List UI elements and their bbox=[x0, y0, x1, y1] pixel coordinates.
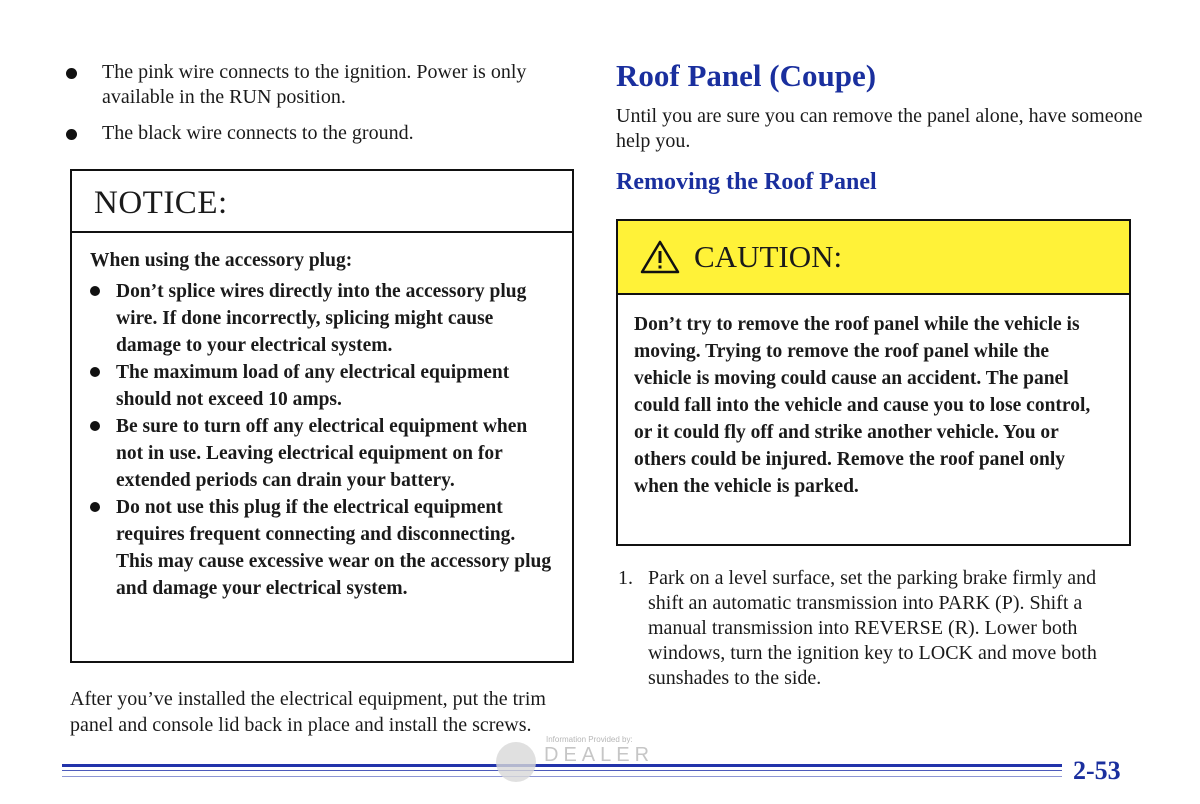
step-text: Park on a level surface, set the parking brake firmly and shift an automatic transmission into PARK (P). Shift a manual transmission into REVERSE (R). Lower both windows, turn the ignition key to LOCK and move both sunshades to the side. bbox=[648, 567, 1097, 689]
section-intro: Until you are sure you can remove the panel alone, have someone help you. bbox=[616, 105, 1143, 152]
notice-list bbox=[90, 278, 552, 602]
list-item bbox=[616, 566, 1136, 691]
bullet-icon bbox=[66, 129, 77, 140]
bullet-icon bbox=[90, 367, 100, 377]
warning-triangle-icon bbox=[640, 239, 680, 275]
steps-list bbox=[616, 566, 1136, 691]
bullet-icon bbox=[90, 421, 100, 431]
section-heading: Roof Panel (Coupe) bbox=[616, 58, 877, 93]
footer-rule bbox=[62, 776, 1062, 777]
caution-title: CAUTION: bbox=[694, 239, 843, 274]
watermark-caption: Information Provided by: bbox=[546, 735, 633, 744]
watermark-brand: DEALER bbox=[544, 744, 655, 766]
list-item bbox=[90, 494, 552, 602]
notice-intro: When using the accessory plug: bbox=[90, 250, 353, 271]
list-item bbox=[62, 121, 582, 146]
notice-title: NOTICE: bbox=[72, 171, 572, 233]
notice-item-text: The maximum load of any electrical equipment should not exceed 10 amps. bbox=[116, 362, 510, 410]
step-number: 1. bbox=[618, 567, 633, 589]
subsection-heading: Removing the Roof Panel bbox=[616, 169, 877, 195]
caution-header bbox=[618, 221, 1129, 295]
bullet-text: The pink wire connects to the ignition. Power is only available in the RUN position. bbox=[102, 61, 527, 108]
notice-item-text: Don’t splice wires directly into the accessory plug wire. If done incorrectly, splicing might cause damage to your electrical system. bbox=[116, 281, 527, 356]
list-item bbox=[90, 413, 552, 494]
caution-box bbox=[616, 219, 1131, 546]
bullet-text: The black wire connects to the ground. bbox=[102, 122, 414, 144]
watermark-logo-icon bbox=[496, 742, 536, 782]
list-item bbox=[90, 278, 552, 359]
after-install-text: After you’ve installed the electrical equipment, put the trim panel and console lid back in place and install the screws. bbox=[70, 688, 546, 736]
notice-item-text: Do not use this plug if the electrical equipment requires frequent connecting and disconnecting. This may cause excessive wear on the accessory plug and damage your electrical system. bbox=[116, 497, 552, 599]
bullet-icon bbox=[90, 502, 100, 512]
notice-body bbox=[72, 233, 572, 602]
list-item bbox=[90, 359, 552, 413]
bullet-list bbox=[62, 60, 582, 157]
list-item bbox=[62, 60, 582, 110]
footer-rule bbox=[62, 770, 1062, 771]
caution-text: Don’t try to remove the roof panel while the vehicle is moving. Trying to remove the roof panel while the vehicle is moving could cause an accident. The panel could fall into the vehicle and cause you to lose control, or it could fly off and strike another vehicle. You or others could be injured. Remove the roof panel only when the vehicle is parked. bbox=[634, 314, 1091, 497]
bullet-icon bbox=[66, 68, 77, 79]
page-number: 2-53 bbox=[1073, 756, 1121, 785]
bullet-icon bbox=[90, 286, 100, 296]
notice-box bbox=[70, 169, 574, 663]
notice-item-text: Be sure to turn off any electrical equipment when not in use. Leaving electrical equipment on for extended periods can drain your battery. bbox=[116, 416, 528, 491]
